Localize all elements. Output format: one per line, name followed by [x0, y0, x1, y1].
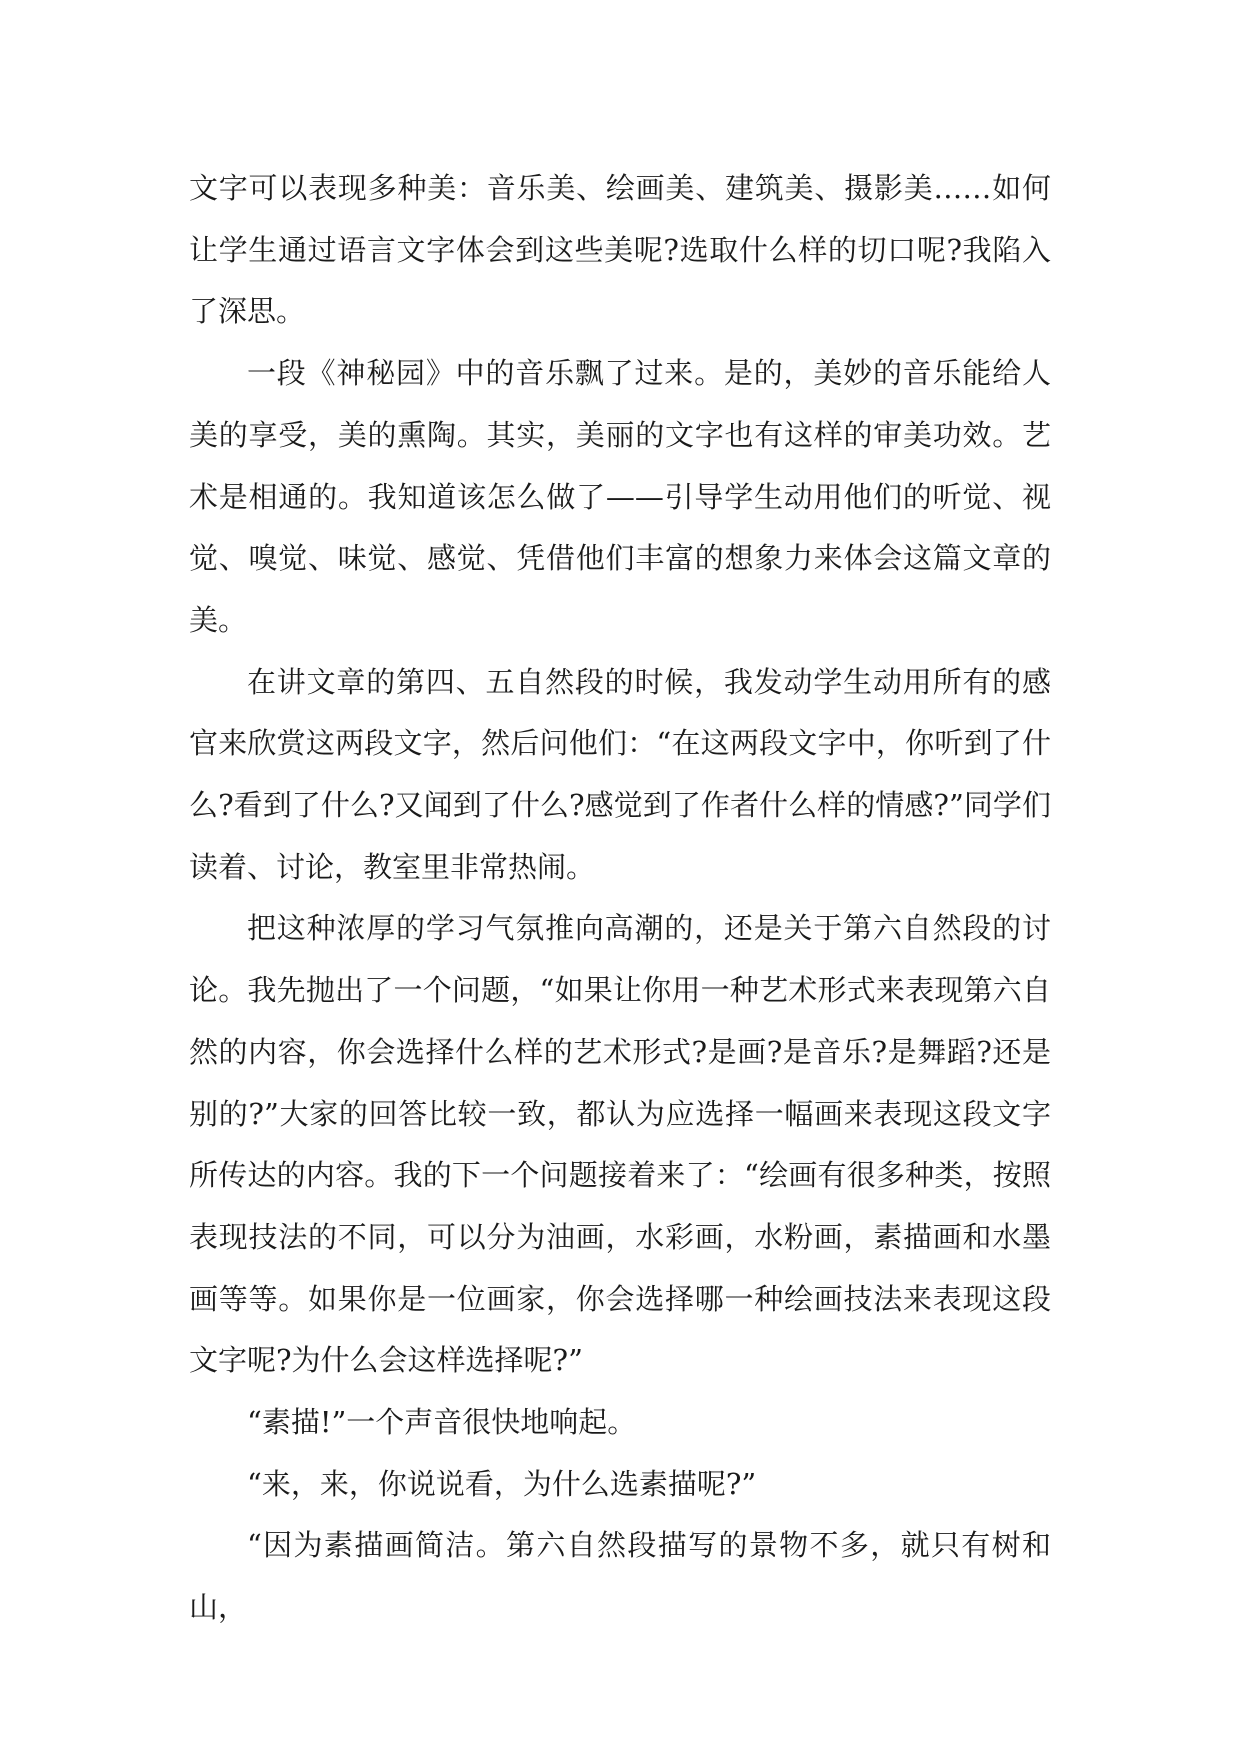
- paragraph-1: 文字可以表现多种美：音乐美、绘画美、建筑美、摄影美……如何让学生通过语言文字体会到这些美呢?选取什么样的切口呢?我陷入了深思。: [189, 171, 1051, 329]
- paragraph-5: “素描!”一个声音很快地响起。: [247, 1405, 637, 1440]
- body-text: [189, 158, 1051, 1639]
- paragraph-2: 一段《神秘园》中的音乐飘了过来。是的，美妙的音乐能给人美的享受，美的熏陶。其实，美丽的文字也有这样的审美功效。艺术是相通的。我知道该怎么做了——引导学生动用他们的听觉、视觉、嗅觉、味觉、感觉、凭借他们丰富的想象力来体会这篇文章的美。: [189, 356, 1051, 637]
- paragraph-3: 在讲文章的第四、五自然段的时候，我发动学生动用所有的感官来欣赏这两段文字，然后问他们：“在这两段文字中，你听到了什么?看到了什么?又闻到了什么?感觉到了作者什么样的情感?”同学们读着、讨论，教室里非常热闹。: [189, 664, 1051, 884]
- paragraph-7: “因为素描画简洁。第六自然段描写的景物不多，就只有树和山，: [189, 1528, 1051, 1625]
- paragraph-6: “来，来，你说说看，为什么选素描呢?”: [247, 1466, 757, 1501]
- paragraph-4: 把这种浓厚的学习气氛推向高潮的，还是关于第六自然段的讨论。我先抛出了一个问题，“如果让你用一种艺术形式来表现第六自然的内容，你会选择什么样的艺术形式?是画?是音乐?是舞蹈?还是别的?”大家的回答比较一致，都认为应选择一幅画来表现这段文字所传达的内容。我的下一个问题接着来了：“绘画有很多种类，按照表现技法的不同，可以分为油画，水彩画，水粉画，素描画和水墨画等等。如果你是一位画家，你会选择哪一种绘画技法来表现这段文字呢?为什么会这样选择呢?”: [189, 911, 1051, 1378]
